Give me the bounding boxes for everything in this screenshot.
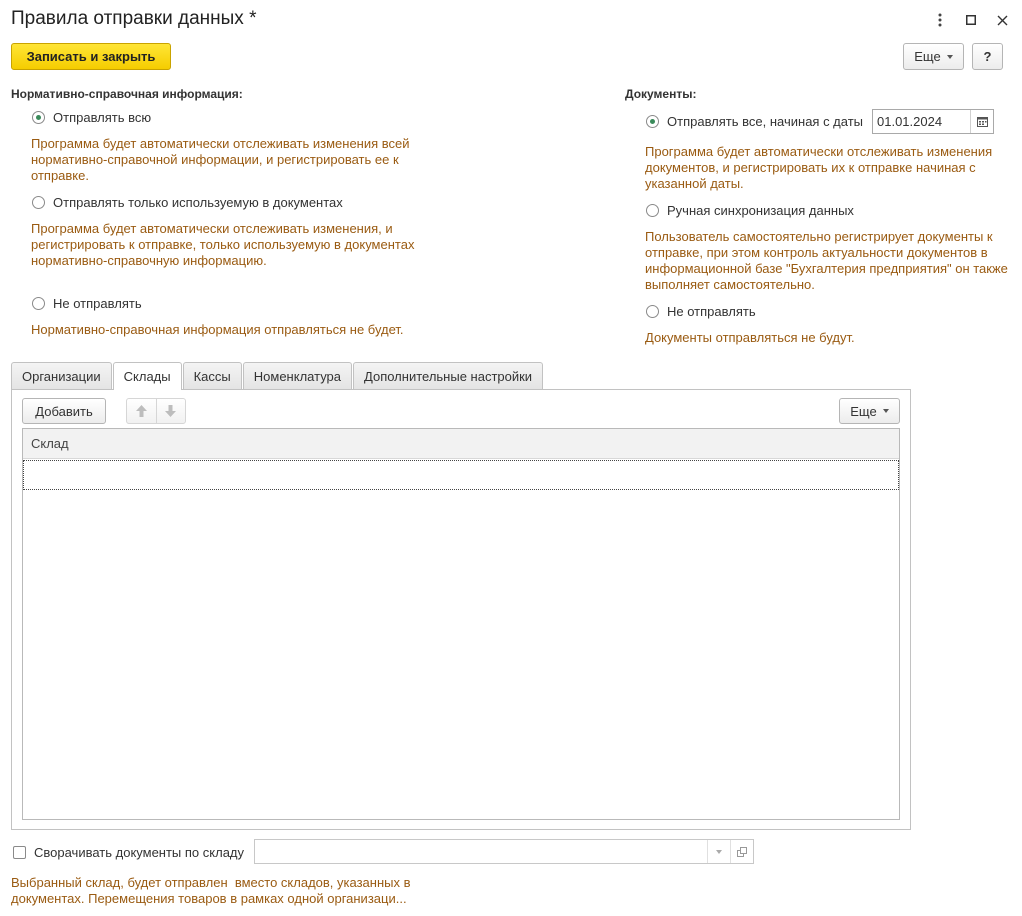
collapse-label: Сворачивать документы по складу <box>34 845 245 860</box>
help-button[interactable]: ? <box>972 43 1003 70</box>
arrow-down-icon <box>165 405 176 417</box>
chevron-down-icon <box>947 55 953 59</box>
collapse-warehouse-field[interactable] <box>254 839 754 864</box>
radio-button[interactable] <box>646 305 659 318</box>
tab-warehouses[interactable]: Склады <box>113 362 182 390</box>
nsi-option-hint: Программа будет автоматически отслеживать изменения, и регистрировать к отправке, только используемую в документах нормативно-справочную информацию. <box>31 221 415 268</box>
start-date-input[interactable] <box>872 109 994 134</box>
start-date-value: 01.01.2024 <box>877 114 943 129</box>
nsi-section-label: Нормативно-справочная информация: <box>11 87 243 101</box>
save-and-close-button[interactable]: Записать и закрыть <box>11 43 171 70</box>
radio-button[interactable] <box>646 204 659 217</box>
documents-option-send-from-date[interactable] <box>646 114 863 129</box>
nsi-option-dont-send[interactable] <box>32 296 142 311</box>
window-title: Правила отправки данных * <box>11 8 257 29</box>
add-warehouse-button[interactable]: Добавить <box>22 398 106 424</box>
tab-organizations[interactable]: Организации <box>11 362 112 389</box>
documents-option-dont-send[interactable] <box>646 304 756 319</box>
collapse-by-warehouse-checkbox[interactable] <box>13 845 244 860</box>
move-up-button[interactable] <box>127 399 156 423</box>
move-down-button[interactable] <box>156 399 186 423</box>
column-header-warehouse[interactable]: Склад <box>23 429 899 459</box>
radio-button[interactable] <box>646 115 659 128</box>
nsi-option-label: Отправлять только используемую в документах <box>53 195 343 210</box>
documents-option-label: Не отправлять <box>667 304 756 319</box>
open-icon[interactable] <box>730 840 753 863</box>
documents-option-manual-sync[interactable] <box>646 203 854 218</box>
warehouses-table[interactable] <box>22 428 900 820</box>
nsi-option-hint: Нормативно-справочная информация отправляться не будет. <box>31 322 404 337</box>
more-actions-icon[interactable] <box>930 10 950 30</box>
documents-option-label: Ручная синхронизация данных <box>667 203 854 218</box>
nsi-option-hint: Программа будет автоматически отслеживать изменения всей нормативно-справочной информации, и регистрировать ее к отправке. <box>31 136 410 183</box>
table-row[interactable] <box>23 460 899 490</box>
radio-button[interactable] <box>32 297 45 310</box>
radio-button[interactable] <box>32 111 45 124</box>
more-button-label: Еще <box>850 403 877 419</box>
more-button-label: Еще <box>914 49 941 64</box>
documents-option-hint: Программа будет автоматически отслеживать изменения документов, и регистрировать их к отправке начиная с указанной даты. <box>645 144 993 191</box>
warehouses-more-button[interactable] <box>839 398 900 424</box>
more-button[interactable] <box>903 43 964 70</box>
collapse-warehouse-value <box>255 840 707 863</box>
arrow-up-icon <box>136 405 147 417</box>
tab-nomenclature[interactable]: Номенклатура <box>243 362 352 389</box>
documents-section-label: Документы: <box>625 87 697 101</box>
tab-cash-registers[interactable]: Кассы <box>183 362 242 389</box>
nsi-option-label: Отправлять всю <box>53 110 152 125</box>
chevron-down-icon <box>883 409 889 413</box>
tab-additional-settings[interactable]: Дополнительные настройки <box>353 362 543 389</box>
nsi-option-send-all[interactable] <box>32 110 151 125</box>
checkbox[interactable] <box>13 846 26 859</box>
documents-option-hint: Пользователь самостоятельно регистрирует документы к отправке, при этом контроль актуальности документов в информационной базе "Бухгалтерия предприятия" он также выполняет самостоятельно. <box>645 229 1008 292</box>
calendar-icon[interactable] <box>970 110 993 133</box>
close-icon[interactable] <box>992 10 1012 30</box>
collapse-hint-line2: документах. Перемещения товаров в рамках одной организаци... <box>11 891 407 906</box>
chevron-down-icon[interactable] <box>707 840 730 863</box>
nsi-option-send-used[interactable] <box>32 195 343 210</box>
documents-option-label: Отправлять все, начиная с даты <box>667 114 864 129</box>
radio-button[interactable] <box>32 196 45 209</box>
move-buttons <box>126 398 186 424</box>
maximize-icon[interactable] <box>961 10 981 30</box>
documents-option-hint: Документы отправляться не будут. <box>645 330 855 345</box>
collapse-hint-line1: Выбранный склад, будет отправлен вместо складов, указанных в <box>11 875 411 890</box>
tab-bar <box>11 362 544 389</box>
nsi-option-label: Не отправлять <box>53 296 142 311</box>
